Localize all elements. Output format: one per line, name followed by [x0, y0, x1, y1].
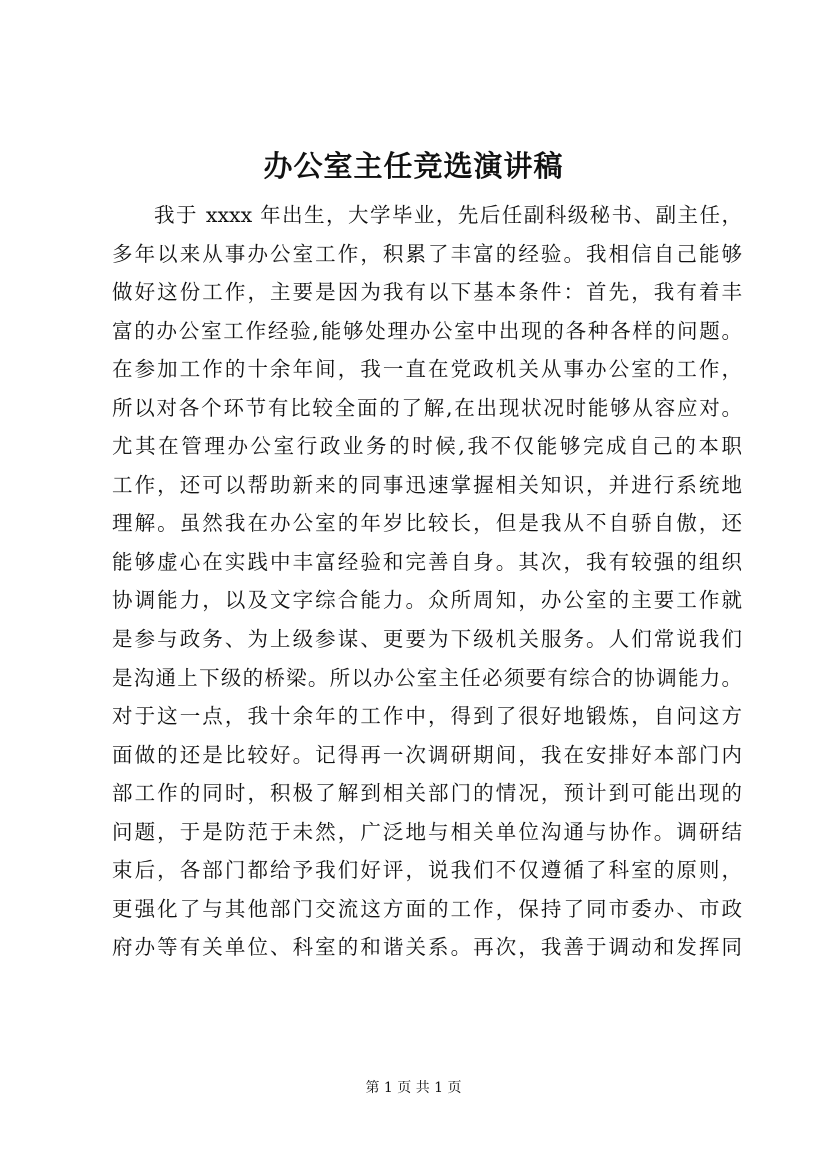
body-line: 面做的还是比较好。记得再一次调研期间，我在安排好本部门内: [112, 742, 742, 767]
body-line: 问题，于是防范于未然，广泛地与相关单位沟通与协作。调研结: [112, 819, 742, 844]
page-footer: 第 1 页 共 1 页: [365, 1080, 462, 1096]
document-body: [112, 196, 742, 967]
body-line: 富的办公室工作经验,能够处理办公室中出现的各种各样的问题。: [112, 318, 742, 343]
body-line: 我于 xxxx 年出生，大学毕业，先后任副科级秘书、副主任，: [154, 203, 742, 227]
body-line: 所以对各个环节有比较全面的了解,在出现状况时能够从容应对。: [112, 395, 742, 420]
body-line: 理解。虽然我在办公室的年岁比较长，但是我从不自骄自傲，还: [112, 511, 742, 536]
body-line: 工作，还可以帮助新来的同事迅速掌握相关知识，并进行系统地: [112, 472, 742, 497]
body-line: 是沟通上下级的桥梁。所以办公室主任必须要有综合的协调能力。: [112, 665, 742, 690]
document-title: 办公室主任竞选演讲稿: [263, 149, 564, 183]
body-line: 在参加工作的十余年间，我一直在党政机关从事办公室的工作，: [112, 357, 742, 382]
body-line: 尤其在管理办公室行政业务的时候,我不仅能够完成自己的本职: [112, 434, 742, 459]
body-line: 对于这一点，我十余年的工作中，得到了很好地锻炼，自问这方: [112, 704, 742, 729]
body-line: 府办等有关单位、科室的和谐关系。再次，我善于调动和发挥同: [112, 935, 742, 960]
body-line: 协调能力，以及文字综合能力。众所周知，办公室的主要工作就: [112, 588, 742, 613]
body-line: 做好这份工作，主要是因为我有以下基本条件：首先，我有着丰: [112, 280, 742, 305]
body-line: 部工作的同时，积极了解到相关部门的情况，预计到可能出现的: [112, 781, 742, 806]
body-line: 更强化了与其他部门交流这方面的工作，保持了同市委办、市政: [112, 896, 742, 921]
body-line: 多年以来从事办公室工作，积累了丰富的经验。我相信自己能够: [112, 241, 742, 266]
body-line: 是参与政务、为上级参谋、更要为下级机关服务。人们常说我们: [112, 627, 742, 652]
body-line: 束后，各部门都给予我们好评，说我们不仅遵循了科室的原则，: [112, 858, 742, 883]
body-line: 能够虚心在实践中丰富经验和完善自身。其次，我有较强的组织: [112, 549, 742, 574]
